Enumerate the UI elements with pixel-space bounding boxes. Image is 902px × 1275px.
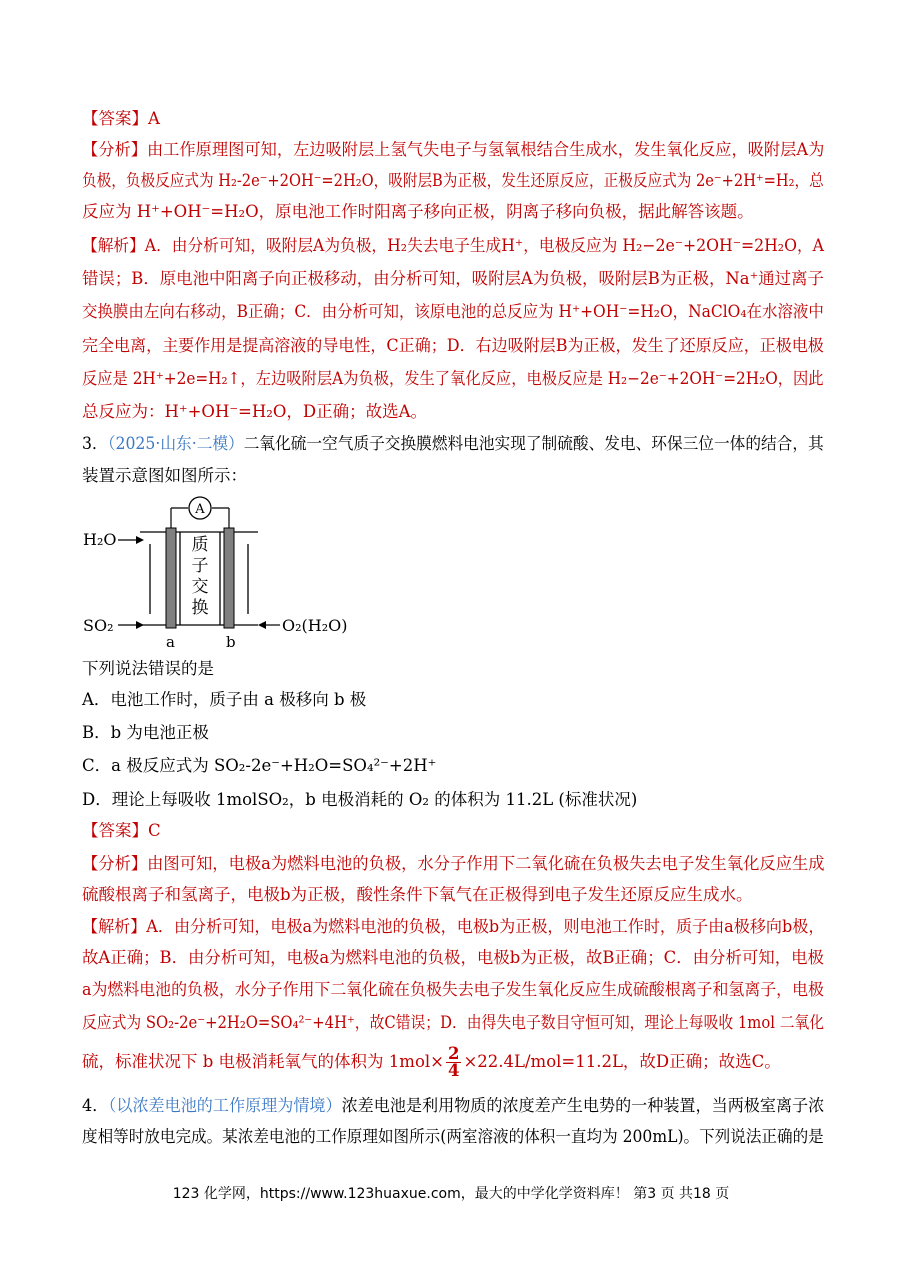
stem-text: 二氧化硫一空气质子交换膜燃料电池实现了制硫酸、发电、环保三位一体的结合，其 <box>243 434 824 453</box>
explain-tag: 【解析】 <box>82 917 147 936</box>
q3-stem-line-1 <box>82 433 824 455</box>
q3-explain-line-2: 故A正确；B．由分析可知，电极a为燃料电池的负极，电极b为正极，故B正确；C．由分析可知，电极 <box>82 948 824 967</box>
electrode-b-bar <box>224 528 234 628</box>
q3-option-d[interactable]: D．理论上每吸收 1molSO₂，b 电极消耗的 O₂ 的体积为 11.2L (标准状况) <box>82 790 638 809</box>
question-number: 3． <box>82 434 108 453</box>
q3-explain-line-1 <box>82 916 824 938</box>
q2-explain-line-2: 错误；B．原电池中阳离子向正极移动，由分析可知，吸附层A为负极，吸附层B为正极，Na⁺通过离子 <box>82 269 824 288</box>
question-source: （以浓差电池的工作原理为情境） <box>108 1096 342 1115</box>
analysis-tag: 【分析】 <box>82 854 148 873</box>
q2-analysis-line-1 <box>82 139 824 161</box>
q3-stem-line-2: 装置示意图如图所示： <box>82 466 247 485</box>
explain-text: ×22.4L/mol=11.2L，故D正确；故选C。 <box>463 1052 781 1071</box>
q4-stem-line-1 <box>82 1095 824 1117</box>
electrode-a-bar <box>166 528 176 628</box>
membrane-char-4: 换 <box>191 598 209 618</box>
q2-explain-line-1 <box>82 235 824 257</box>
q2-analysis-line-3: 反应为 H⁺+OH⁻=H₂O，原电池工作时阳离子移向正极，阴离子移向负极，据此解答该题。 <box>82 202 754 221</box>
q3-option-c[interactable]: C．a 极反应式为 SO₂-2e⁻+H₂O=SO₄²⁻+2H⁺ <box>82 756 437 775</box>
q2-answer-line <box>82 108 160 130</box>
answer-value: C <box>148 821 161 840</box>
answer-tag: 【答案】 <box>82 821 148 840</box>
explain-text: A．由分析可知，电极a为燃料电池的负极，电极b为正极，则电池工作时，质子由a极移向b极， <box>146 917 825 936</box>
stem-text: 浓差电池是利用物质的浓度差产生电势的一种装置，当两极室离子浓 <box>341 1096 825 1115</box>
explain-tag: 【解析】 <box>82 236 145 255</box>
fuel-cell-diagram <box>80 494 360 654</box>
fraction-denominator: 4 <box>447 1061 460 1080</box>
analysis-tag: 【分析】 <box>82 140 147 159</box>
electrode-a-label: a <box>166 633 175 651</box>
ammeter-label: A <box>195 502 205 517</box>
fraction-numerator: 2 <box>447 1044 460 1063</box>
explain-text: A．由分析可知，吸附层A为负极，H₂失去电子生成H⁺，电极反应为 H₂−2e⁻+2OH⁻=2H₂O，A <box>144 236 824 255</box>
arrow-right-icon <box>136 536 144 544</box>
electrode-b-label: b <box>226 633 236 651</box>
q2-explain-line-5: 反应是 2H⁺+2e=H₂↑，左边吸附层A为负极，发生了氧化反应，电极反应是 H₂−2e⁻+2OH⁻=2H₂O，因此 <box>82 369 824 388</box>
explain-text: 硫，标准状况下 b 电极消耗氧气的体积为 1mol× <box>82 1052 444 1071</box>
q3-answer-line <box>82 820 161 842</box>
question-number: 4． <box>82 1096 109 1115</box>
o2-input-label: O₂(H₂O) <box>282 616 348 635</box>
answer-value: A <box>148 109 160 128</box>
q3-option-a[interactable]: A．电池工作时，质子由 a 极移向 b 极 <box>82 690 367 709</box>
h2o-input-label: H₂O <box>83 530 117 549</box>
question-source: （2025·山东·二模） <box>107 434 244 453</box>
analysis-text: 由工作原理图可知，左边吸附层上氢气失电子与氢氧根结合生成水，发生氧化反应，吸附层A为 <box>146 140 825 159</box>
so2-input-label: SO₂ <box>83 616 114 635</box>
q3-analysis-line-1 <box>82 853 825 875</box>
membrane-char-1: 质 <box>191 535 209 555</box>
membrane-char-3: 交 <box>191 577 209 597</box>
q3-question: 下列说法错误的是 <box>82 659 214 678</box>
analysis-text: 由图可知，电极a为燃料电池的负极，水分子作用下二氧化硫在负极失去电子发生氧化反应生成 <box>147 854 825 873</box>
arrow-right-icon <box>136 621 144 629</box>
arrow-left-icon <box>258 621 266 629</box>
q3-option-b[interactable]: B．b 为电池正极 <box>82 723 209 742</box>
q3-explain-line-5 <box>82 1040 781 1084</box>
membrane-char-2: 子 <box>191 556 209 576</box>
q2-explain-line-6: 总反应为：H⁺+OH⁻=H₂O，D正确；故选A。 <box>82 402 428 421</box>
q3-explain-line-3: a为燃料电池的负极，水分子作用下二氧化硫在负极失去电子发生氧化反应生成硫酸根离子和氢离子，电极 <box>82 980 824 999</box>
fraction <box>446 1046 461 1079</box>
q2-explain-line-3: 交换膜由左向右移动，B正确；C．由分析可知，该原电池的总反应为 H⁺+OH⁻=H₂O，NaClO₄在水溶液中 <box>82 302 824 321</box>
answer-tag: 【答案】 <box>82 109 148 128</box>
page-footer: 123 化学网，https://www.123huaxue.com，最大的中学化学资料库！ 第3 页 共18 页 <box>172 1186 730 1202</box>
q4-stem-line-2: 度相等时放电完成。某浓差电池的工作原理如图所示(两室溶液的体积一直均为 200mL)。下列说法正确的是 <box>82 1127 824 1146</box>
q3-explain-line-4: 反应式为 SO₂-2e⁻+2H₂O=SO₄²⁻+4H⁺，故C错误；D．由得失电子数目守恒可知，理论上每吸收 1mol 二氧化 <box>82 1013 825 1032</box>
q2-explain-line-4: 完全电离，主要作用是提高溶液的导电性，C正确；D．右边吸附层B为正极，发生了还原反应，正极电极 <box>82 336 824 355</box>
q3-analysis-line-2: 硫酸根离子和氢离子，电极b为正极，酸性条件下氧气在正极得到电子发生还原反应生成水。 <box>82 885 753 904</box>
q2-analysis-line-2: 负极，负极反应式为 H₂-2e⁻+2OH⁻=2H₂O，吸附层B为正极，发生还原反应，正极反应式为 2e⁻+2H⁺=H₂，总 <box>82 171 824 190</box>
